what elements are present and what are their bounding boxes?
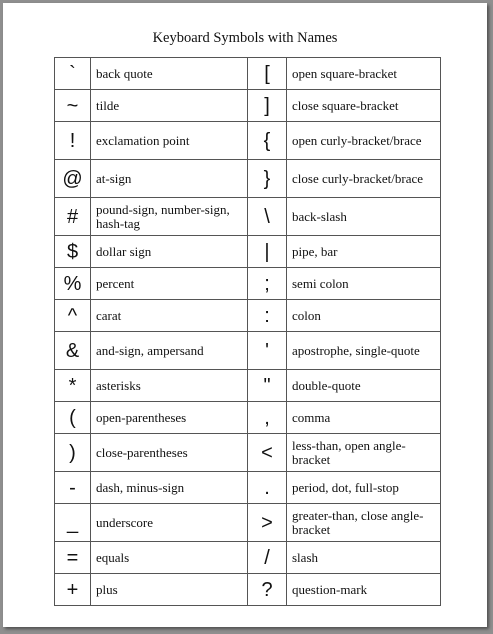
symbol-cell: " bbox=[248, 370, 287, 402]
symbol-cell: \ bbox=[248, 198, 287, 236]
table-row bbox=[55, 402, 441, 434]
symbol-name-cell: percent bbox=[91, 268, 248, 300]
symbol-cell: @ bbox=[55, 160, 91, 198]
symbol-cell: ? bbox=[248, 574, 287, 606]
symbol-cell: - bbox=[55, 472, 91, 504]
table-row bbox=[55, 574, 441, 606]
symbol-name-cell: close curly-bracket/brace bbox=[287, 160, 441, 198]
symbol-name-cell: tilde bbox=[91, 90, 248, 122]
symbol-cell: , bbox=[248, 402, 287, 434]
symbol-name-cell: greater-than, close angle-bracket bbox=[287, 504, 441, 542]
table-row bbox=[55, 90, 441, 122]
symbol-name-cell: comma bbox=[287, 402, 441, 434]
symbol-name-cell: period, dot, full-stop bbox=[287, 472, 441, 504]
symbol-cell: + bbox=[55, 574, 91, 606]
symbol-name-cell: back quote bbox=[91, 58, 248, 90]
table-row bbox=[55, 300, 441, 332]
table-row bbox=[55, 268, 441, 300]
table-row bbox=[55, 122, 441, 160]
symbol-name-cell: asterisks bbox=[91, 370, 248, 402]
table-row bbox=[55, 434, 441, 472]
symbol-name-cell: less-than, open angle-bracket bbox=[287, 434, 441, 472]
table-row bbox=[55, 370, 441, 402]
symbol-name-cell: close square-bracket bbox=[287, 90, 441, 122]
symbol-name-cell: plus bbox=[91, 574, 248, 606]
symbol-cell: [ bbox=[248, 58, 287, 90]
symbol-name-cell: dash, minus-sign bbox=[91, 472, 248, 504]
symbol-name-cell: close-parentheses bbox=[91, 434, 248, 472]
symbol-name-cell: apostrophe, single-quote bbox=[287, 332, 441, 370]
symbol-cell: ) bbox=[55, 434, 91, 472]
symbol-cell: ] bbox=[248, 90, 287, 122]
symbol-cell: # bbox=[55, 198, 91, 236]
symbol-cell: = bbox=[55, 542, 91, 574]
symbol-cell: ^ bbox=[55, 300, 91, 332]
symbols-table bbox=[54, 57, 441, 606]
table-row bbox=[55, 332, 441, 370]
symbol-cell: ~ bbox=[55, 90, 91, 122]
symbol-cell: ' bbox=[248, 332, 287, 370]
symbol-name-cell: exclamation point bbox=[91, 122, 248, 160]
table-row bbox=[55, 472, 441, 504]
table-row bbox=[55, 504, 441, 542]
symbol-name-cell: open square-bracket bbox=[287, 58, 441, 90]
symbol-name-cell: slash bbox=[287, 542, 441, 574]
symbol-cell: ( bbox=[55, 402, 91, 434]
symbol-name-cell: colon bbox=[287, 300, 441, 332]
symbol-name-cell: pipe, bar bbox=[287, 236, 441, 268]
symbol-cell: * bbox=[55, 370, 91, 402]
symbol-cell: $ bbox=[55, 236, 91, 268]
symbol-name-cell: back-slash bbox=[287, 198, 441, 236]
symbol-cell: : bbox=[248, 300, 287, 332]
table-row bbox=[55, 236, 441, 268]
symbol-name-cell: semi colon bbox=[287, 268, 441, 300]
symbol-name-cell: pound-sign, number-sign, hash-tag bbox=[91, 198, 248, 236]
symbol-cell: | bbox=[248, 236, 287, 268]
symbol-cell: / bbox=[248, 542, 287, 574]
table-row bbox=[55, 58, 441, 90]
symbol-name-cell: at-sign bbox=[91, 160, 248, 198]
symbol-cell: ; bbox=[248, 268, 287, 300]
symbol-cell: < bbox=[248, 434, 287, 472]
symbol-cell: & bbox=[55, 332, 91, 370]
symbol-cell: % bbox=[55, 268, 91, 300]
symbol-cell: . bbox=[248, 472, 287, 504]
symbol-name-cell: dollar sign bbox=[91, 236, 248, 268]
page-title: Keyboard Symbols with Names bbox=[152, 30, 338, 46]
symbol-cell: _ bbox=[55, 504, 91, 542]
table-row bbox=[55, 542, 441, 574]
symbol-cell: } bbox=[248, 160, 287, 198]
symbol-name-cell: question-mark bbox=[287, 574, 441, 606]
symbol-name-cell: carat bbox=[91, 300, 248, 332]
symbol-cell: ! bbox=[55, 122, 91, 160]
table-row bbox=[55, 198, 441, 236]
symbol-name-cell: equals bbox=[91, 542, 248, 574]
symbol-cell: ` bbox=[55, 58, 91, 90]
symbol-cell: { bbox=[248, 122, 287, 160]
document-page bbox=[3, 3, 487, 627]
symbol-cell: > bbox=[248, 504, 287, 542]
symbol-name-cell: open curly-bracket/brace bbox=[287, 122, 441, 160]
symbol-name-cell: and-sign, ampersand bbox=[91, 332, 248, 370]
symbol-name-cell: double-quote bbox=[287, 370, 441, 402]
symbol-name-cell: open-parentheses bbox=[91, 402, 248, 434]
symbol-name-cell: underscore bbox=[91, 504, 248, 542]
table-row bbox=[55, 160, 441, 198]
